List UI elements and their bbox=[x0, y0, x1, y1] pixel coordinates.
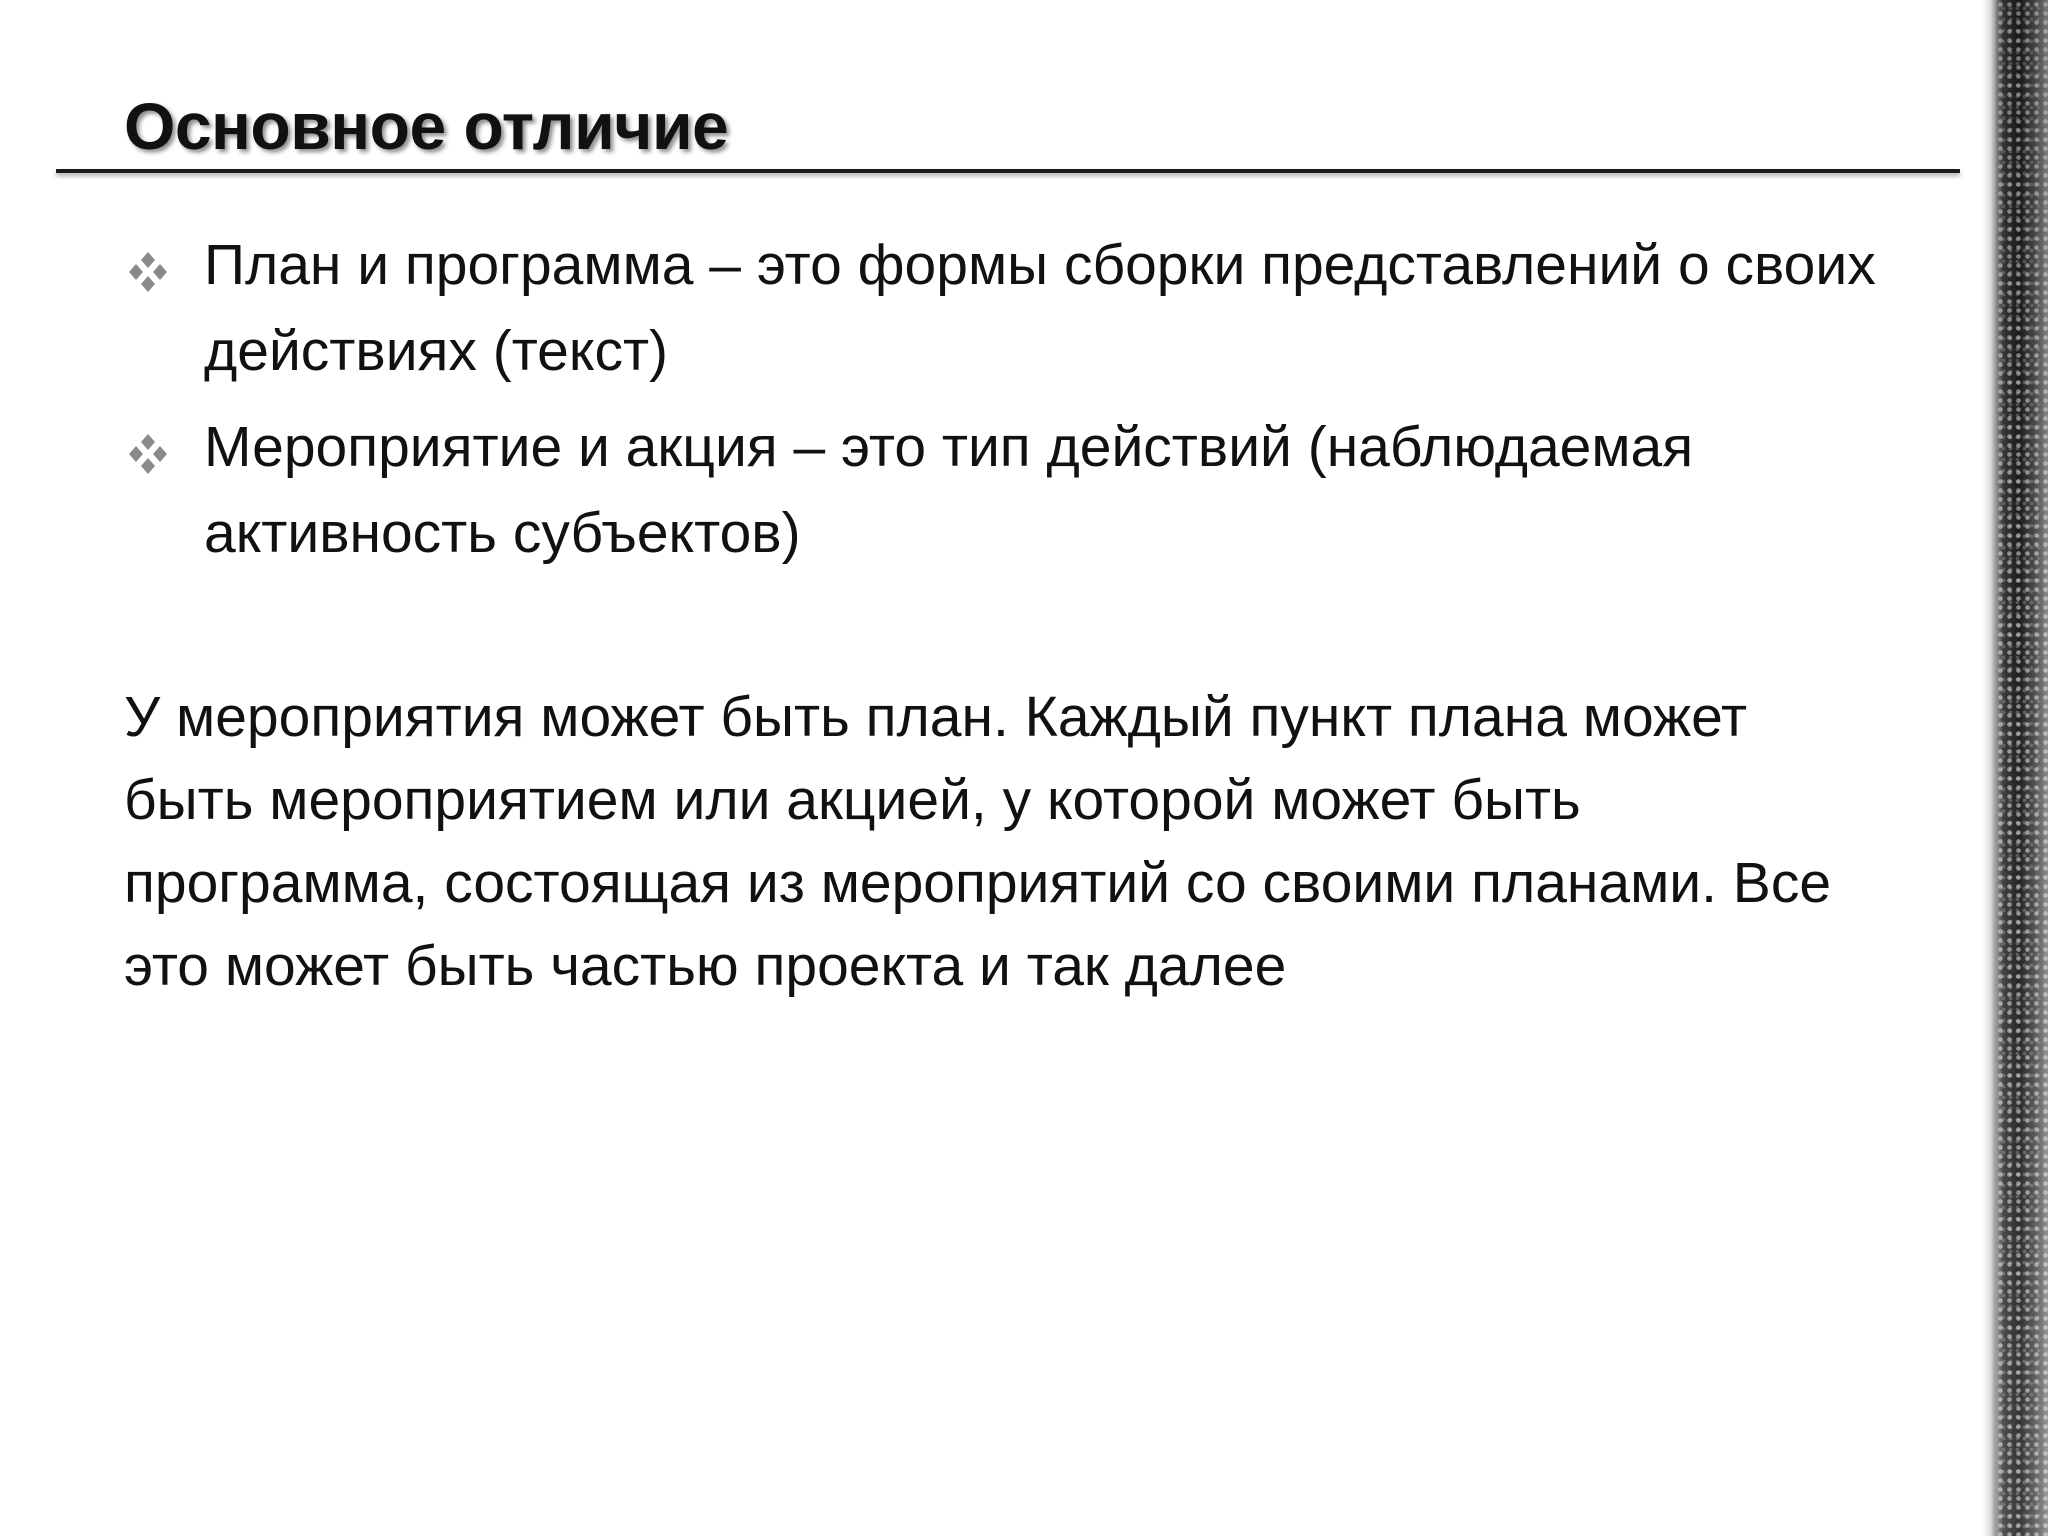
body-paragraph: У мероприятия может быть план. Каждый пункт плана может быть мероприятием или акцией, у которой может быть программа, состоящая из мероприятий со своими планами. Все это может быть частью проекта и так далее bbox=[124, 685, 1832, 998]
decorative-side-border bbox=[1996, 0, 2048, 1536]
four-diamonds-bullet-icon bbox=[126, 250, 170, 294]
bullet-text: Мероприятие и акция – это тип действий (наблюдаемая активность субъектов) bbox=[204, 415, 1694, 565]
bullet-item bbox=[124, 404, 1884, 576]
four-diamonds-bullet-icon bbox=[126, 432, 170, 476]
slide-title: Основное отличие bbox=[124, 89, 729, 163]
title-underline-rule bbox=[56, 169, 1960, 173]
bullet-item bbox=[124, 222, 1884, 394]
bullet-text: План и программа – это формы сборки представлений о своих действиях (текст) bbox=[204, 233, 1876, 383]
bullet-list bbox=[124, 222, 1884, 586]
